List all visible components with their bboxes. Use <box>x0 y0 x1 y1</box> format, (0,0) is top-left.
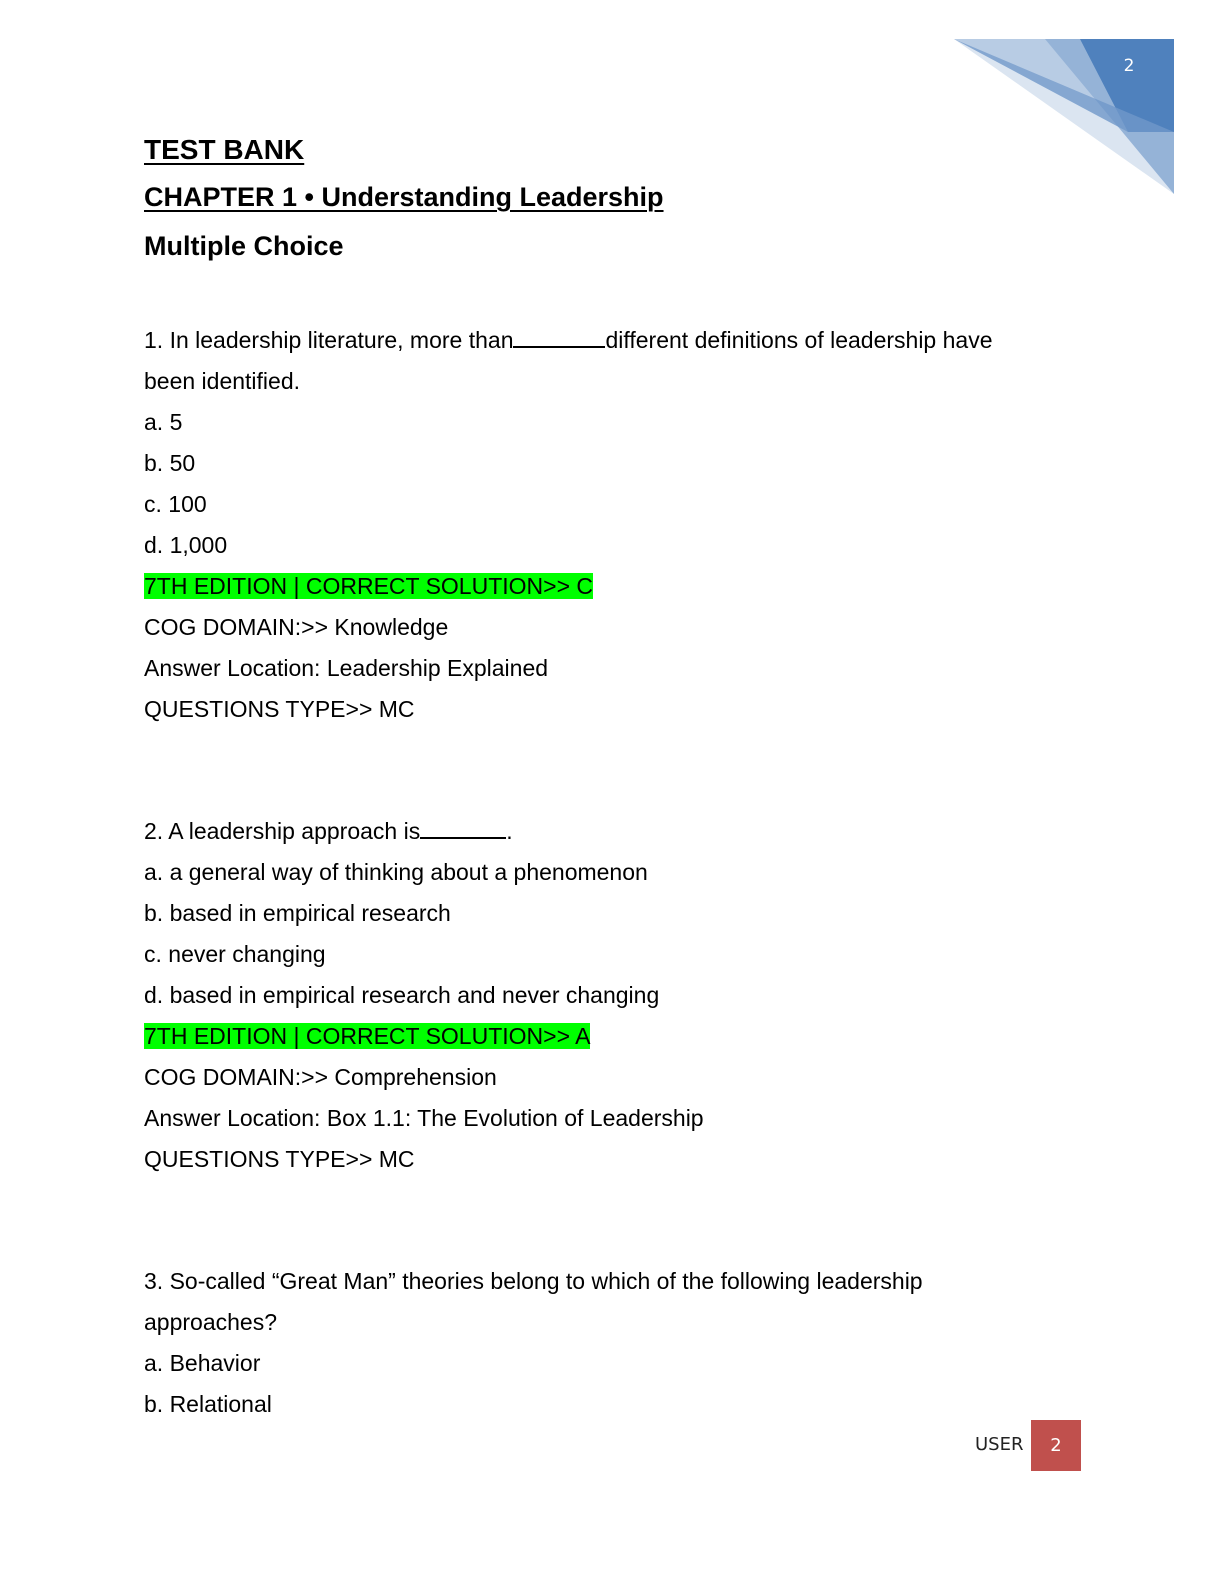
option-c: c. never changing <box>144 941 326 967</box>
doc-title: TEST BANK <box>144 134 305 165</box>
correct-solution: 7TH EDITION | CORRECT SOLUTION>> C <box>144 573 594 599</box>
option-a: a. 5 <box>144 409 183 435</box>
question-stem <box>144 320 1104 361</box>
cog-domain: COG DOMAIN:>> Knowledge <box>144 614 449 640</box>
stem-continuation: approaches? <box>144 1309 277 1335</box>
option-c: c. 100 <box>144 491 207 517</box>
section-title: Multiple Choice <box>144 231 344 261</box>
answer-blank <box>513 324 605 348</box>
stem-continuation: been identified. <box>144 368 301 394</box>
stem-text: different definitions of leadership have <box>605 327 993 353</box>
question-1 <box>144 320 1104 730</box>
answer-blank <box>420 815 506 839</box>
footer-label: USER <box>975 1434 1024 1455</box>
stem-text: 2. A leadership approach is <box>144 818 421 844</box>
question-type: QUESTIONS TYPE>> MC <box>144 1146 415 1172</box>
option-b: b. Relational <box>144 1391 272 1417</box>
footer-page-number: 2 <box>1031 1420 1081 1471</box>
question-stem: 3. So-called “Great Man” theories belong to which of the following leadership <box>144 1268 923 1294</box>
cog-domain: COG DOMAIN:>> Comprehension <box>144 1064 497 1090</box>
stem-text: 1. In leadership literature, more than <box>144 327 514 353</box>
option-b: b. 50 <box>144 450 196 476</box>
option-a: a. a general way of thinking about a phenomenon <box>144 859 648 885</box>
question-3 <box>144 1261 1104 1425</box>
chapter-title: CHAPTER 1 • Understanding Leadership <box>144 182 664 212</box>
option-a: a. Behavior <box>144 1350 261 1376</box>
page-number: 2 <box>1123 56 1135 76</box>
answer-location: Answer Location: Leadership Explained <box>144 655 549 681</box>
option-d: d. based in empirical research and never changing <box>144 982 660 1008</box>
option-d: d. 1,000 <box>144 532 228 558</box>
stem-text: . <box>506 818 513 844</box>
question-2 <box>144 811 1104 1180</box>
question-type: QUESTIONS TYPE>> MC <box>144 696 415 722</box>
answer-location: Answer Location: Box 1.1: The Evolution of Leadership <box>144 1105 704 1131</box>
option-b: b. based in empirical research <box>144 900 451 926</box>
question-stem <box>144 811 1104 852</box>
correct-solution: 7TH EDITION | CORRECT SOLUTION>> A <box>144 1023 591 1049</box>
